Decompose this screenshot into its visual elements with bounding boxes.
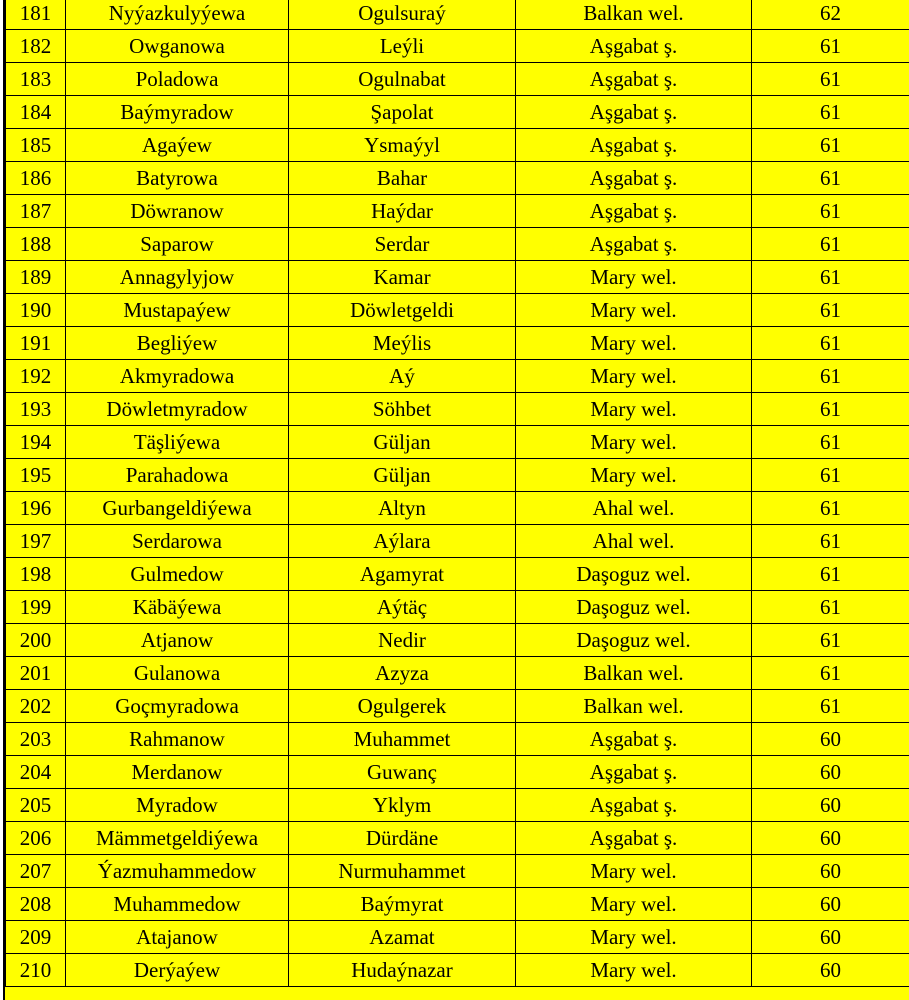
row-number-cell: 193 bbox=[6, 393, 66, 426]
score-cell: 61 bbox=[752, 228, 909, 261]
region-cell: Daşoguz wel. bbox=[516, 558, 752, 591]
surname-cell: Muhammedow bbox=[66, 888, 289, 921]
row-number-cell: 189 bbox=[6, 261, 66, 294]
region-cell: Daşoguz wel. bbox=[516, 591, 752, 624]
table-row bbox=[6, 0, 909, 30]
region-cell: Aşgabat ş. bbox=[516, 63, 752, 96]
row-number-cell: 188 bbox=[6, 228, 66, 261]
score-cell: 61 bbox=[752, 525, 909, 558]
surname-cell: Döwranow bbox=[66, 195, 289, 228]
score-cell: 61 bbox=[752, 261, 909, 294]
score-cell: 61 bbox=[752, 558, 909, 591]
region-cell: Aşgabat ş. bbox=[516, 96, 752, 129]
table-row bbox=[6, 63, 909, 96]
table-row bbox=[6, 756, 909, 789]
score-cell: 61 bbox=[752, 360, 909, 393]
region-cell: Aşgabat ş. bbox=[516, 228, 752, 261]
surname-cell: Parahadowa bbox=[66, 459, 289, 492]
first-name-cell: Azamat bbox=[289, 921, 516, 954]
surname-cell: Annagylyjow bbox=[66, 261, 289, 294]
first-name-cell: Agamyrat bbox=[289, 558, 516, 591]
row-number-cell: 190 bbox=[6, 294, 66, 327]
region-cell: Mary wel. bbox=[516, 426, 752, 459]
table-row bbox=[6, 162, 909, 195]
table-row bbox=[6, 426, 909, 459]
first-name-cell: Nurmuhammet bbox=[289, 855, 516, 888]
first-name-cell: Hudaýnazar bbox=[289, 954, 516, 987]
row-number-cell: 194 bbox=[6, 426, 66, 459]
score-cell: 61 bbox=[752, 624, 909, 657]
surname-cell: Serdarowa bbox=[66, 525, 289, 558]
table-row bbox=[6, 558, 909, 591]
score-cell: 62 bbox=[752, 0, 909, 30]
surname-cell: Myradow bbox=[66, 789, 289, 822]
row-number-cell: 186 bbox=[6, 162, 66, 195]
score-cell: 61 bbox=[752, 459, 909, 492]
row-number-cell: 187 bbox=[6, 195, 66, 228]
surname-cell: Poladowa bbox=[66, 63, 289, 96]
score-cell: 60 bbox=[752, 789, 909, 822]
surname-cell: Owganowa bbox=[66, 30, 289, 63]
region-cell: Mary wel. bbox=[516, 921, 752, 954]
surname-cell: Nyýazkulyýewa bbox=[66, 0, 289, 30]
table-row bbox=[6, 624, 909, 657]
score-cell: 60 bbox=[752, 954, 909, 987]
surname-cell: Goçmyradowa bbox=[66, 690, 289, 723]
row-number-cell: 198 bbox=[6, 558, 66, 591]
score-cell: 60 bbox=[752, 921, 909, 954]
score-cell: 60 bbox=[752, 723, 909, 756]
row-number-cell: 195 bbox=[6, 459, 66, 492]
row-number-cell: 202 bbox=[6, 690, 66, 723]
row-number-cell: 184 bbox=[6, 96, 66, 129]
first-name-cell: Aýlara bbox=[289, 525, 516, 558]
surname-cell: Merdanow bbox=[66, 756, 289, 789]
table-row bbox=[6, 690, 909, 723]
score-cell: 61 bbox=[752, 657, 909, 690]
surname-cell: Saparow bbox=[66, 228, 289, 261]
row-number-cell: 192 bbox=[6, 360, 66, 393]
first-name-cell: Söhbet bbox=[289, 393, 516, 426]
first-name-cell: Şapolat bbox=[289, 96, 516, 129]
region-cell: Balkan wel. bbox=[516, 0, 752, 30]
region-cell: Balkan wel. bbox=[516, 690, 752, 723]
first-name-cell: Döwletgeldi bbox=[289, 294, 516, 327]
row-number-cell: 182 bbox=[6, 30, 66, 63]
region-cell: Aşgabat ş. bbox=[516, 195, 752, 228]
first-name-cell: Muhammet bbox=[289, 723, 516, 756]
row-number-cell: 204 bbox=[6, 756, 66, 789]
score-cell: 61 bbox=[752, 63, 909, 96]
first-name-cell: Meýlis bbox=[289, 327, 516, 360]
row-number-cell: 181 bbox=[6, 0, 66, 30]
first-name-cell: Dürdäne bbox=[289, 822, 516, 855]
surname-cell: Ýazmuhammedow bbox=[66, 855, 289, 888]
row-number-cell: 201 bbox=[6, 657, 66, 690]
table-row bbox=[6, 492, 909, 525]
first-name-cell: Haýdar bbox=[289, 195, 516, 228]
first-name-cell: Güljan bbox=[289, 426, 516, 459]
row-number-cell: 196 bbox=[6, 492, 66, 525]
table-row bbox=[6, 789, 909, 822]
first-name-cell: Nedir bbox=[289, 624, 516, 657]
score-cell: 61 bbox=[752, 426, 909, 459]
region-cell: Daşoguz wel. bbox=[516, 624, 752, 657]
table-row bbox=[6, 30, 909, 63]
table-row bbox=[6, 723, 909, 756]
first-name-cell: Bahar bbox=[289, 162, 516, 195]
table-row bbox=[6, 261, 909, 294]
score-cell: 61 bbox=[752, 393, 909, 426]
results-table-body bbox=[6, 0, 909, 987]
region-cell: Mary wel. bbox=[516, 327, 752, 360]
table-row bbox=[6, 657, 909, 690]
score-cell: 60 bbox=[752, 855, 909, 888]
surname-cell: Rahmanow bbox=[66, 723, 289, 756]
row-number-cell: 197 bbox=[6, 525, 66, 558]
row-number-cell: 191 bbox=[6, 327, 66, 360]
row-number-cell: 208 bbox=[6, 888, 66, 921]
table-row bbox=[6, 855, 909, 888]
table-row bbox=[6, 393, 909, 426]
row-number-cell: 199 bbox=[6, 591, 66, 624]
surname-cell: Gulmedow bbox=[66, 558, 289, 591]
row-number-cell: 185 bbox=[6, 129, 66, 162]
table-row bbox=[6, 888, 909, 921]
region-cell: Mary wel. bbox=[516, 954, 752, 987]
region-cell: Aşgabat ş. bbox=[516, 162, 752, 195]
region-cell: Aşgabat ş. bbox=[516, 129, 752, 162]
surname-cell: Derýaýew bbox=[66, 954, 289, 987]
first-name-cell: Ogulsuraý bbox=[289, 0, 516, 30]
region-cell: Mary wel. bbox=[516, 360, 752, 393]
region-cell: Aşgabat ş. bbox=[516, 789, 752, 822]
row-number-cell: 206 bbox=[6, 822, 66, 855]
table-row bbox=[6, 822, 909, 855]
table-row bbox=[6, 360, 909, 393]
region-cell: Mary wel. bbox=[516, 888, 752, 921]
table-row bbox=[6, 954, 909, 987]
table-row bbox=[6, 327, 909, 360]
surname-cell: Käbäýewa bbox=[66, 591, 289, 624]
first-name-cell: Ysmaýyl bbox=[289, 129, 516, 162]
region-cell: Balkan wel. bbox=[516, 657, 752, 690]
surname-cell: Baýmyradow bbox=[66, 96, 289, 129]
row-number-cell: 210 bbox=[6, 954, 66, 987]
first-name-cell: Ogulnabat bbox=[289, 63, 516, 96]
row-number-cell: 200 bbox=[6, 624, 66, 657]
first-name-cell: Aý bbox=[289, 360, 516, 393]
surname-cell: Agaýew bbox=[66, 129, 289, 162]
first-name-cell: Altyn bbox=[289, 492, 516, 525]
table-row bbox=[6, 591, 909, 624]
first-name-cell: Azyza bbox=[289, 657, 516, 690]
first-name-cell: Serdar bbox=[289, 228, 516, 261]
first-name-cell: Leýli bbox=[289, 30, 516, 63]
surname-cell: Begliýew bbox=[66, 327, 289, 360]
table-row bbox=[6, 921, 909, 954]
row-number-cell: 205 bbox=[6, 789, 66, 822]
score-cell: 61 bbox=[752, 96, 909, 129]
score-cell: 61 bbox=[752, 327, 909, 360]
row-number-cell: 203 bbox=[6, 723, 66, 756]
table-row bbox=[6, 96, 909, 129]
row-number-cell: 207 bbox=[6, 855, 66, 888]
table-row bbox=[6, 129, 909, 162]
surname-cell: Atajanow bbox=[66, 921, 289, 954]
first-name-cell: Baýmyrat bbox=[289, 888, 516, 921]
surname-cell: Täşliýewa bbox=[66, 426, 289, 459]
score-cell: 61 bbox=[752, 591, 909, 624]
score-cell: 61 bbox=[752, 195, 909, 228]
region-cell: Ahal wel. bbox=[516, 492, 752, 525]
region-cell: Mary wel. bbox=[516, 294, 752, 327]
results-sheet bbox=[3, 0, 909, 1000]
table-row bbox=[6, 228, 909, 261]
score-cell: 61 bbox=[752, 129, 909, 162]
surname-cell: Batyrowa bbox=[66, 162, 289, 195]
region-cell: Ahal wel. bbox=[516, 525, 752, 558]
first-name-cell: Aýtäç bbox=[289, 591, 516, 624]
first-name-cell: Ogulgerek bbox=[289, 690, 516, 723]
first-name-cell: Güljan bbox=[289, 459, 516, 492]
region-cell: Mary wel. bbox=[516, 393, 752, 426]
region-cell: Mary wel. bbox=[516, 855, 752, 888]
score-cell: 60 bbox=[752, 822, 909, 855]
first-name-cell: Guwanç bbox=[289, 756, 516, 789]
surname-cell: Mustapaýew bbox=[66, 294, 289, 327]
surname-cell: Akmyradowa bbox=[66, 360, 289, 393]
surname-cell: Gulanowa bbox=[66, 657, 289, 690]
results-table bbox=[5, 0, 909, 987]
first-name-cell: Kamar bbox=[289, 261, 516, 294]
surname-cell: Mämmetgeldiýewa bbox=[66, 822, 289, 855]
region-cell: Aşgabat ş. bbox=[516, 756, 752, 789]
region-cell: Mary wel. bbox=[516, 459, 752, 492]
region-cell: Aşgabat ş. bbox=[516, 822, 752, 855]
region-cell: Aşgabat ş. bbox=[516, 723, 752, 756]
score-cell: 60 bbox=[752, 756, 909, 789]
surname-cell: Döwletmyradow bbox=[66, 393, 289, 426]
row-number-cell: 183 bbox=[6, 63, 66, 96]
first-name-cell: Yklym bbox=[289, 789, 516, 822]
score-cell: 61 bbox=[752, 492, 909, 525]
surname-cell: Atjanow bbox=[66, 624, 289, 657]
region-cell: Mary wel. bbox=[516, 261, 752, 294]
row-number-cell: 209 bbox=[6, 921, 66, 954]
table-row bbox=[6, 294, 909, 327]
score-cell: 61 bbox=[752, 690, 909, 723]
table-row bbox=[6, 525, 909, 558]
score-cell: 61 bbox=[752, 30, 909, 63]
score-cell: 61 bbox=[752, 162, 909, 195]
table-row bbox=[6, 459, 909, 492]
surname-cell: Gurbangeldiýewa bbox=[66, 492, 289, 525]
score-cell: 60 bbox=[752, 888, 909, 921]
region-cell: Aşgabat ş. bbox=[516, 30, 752, 63]
table-row bbox=[6, 195, 909, 228]
score-cell: 61 bbox=[752, 294, 909, 327]
